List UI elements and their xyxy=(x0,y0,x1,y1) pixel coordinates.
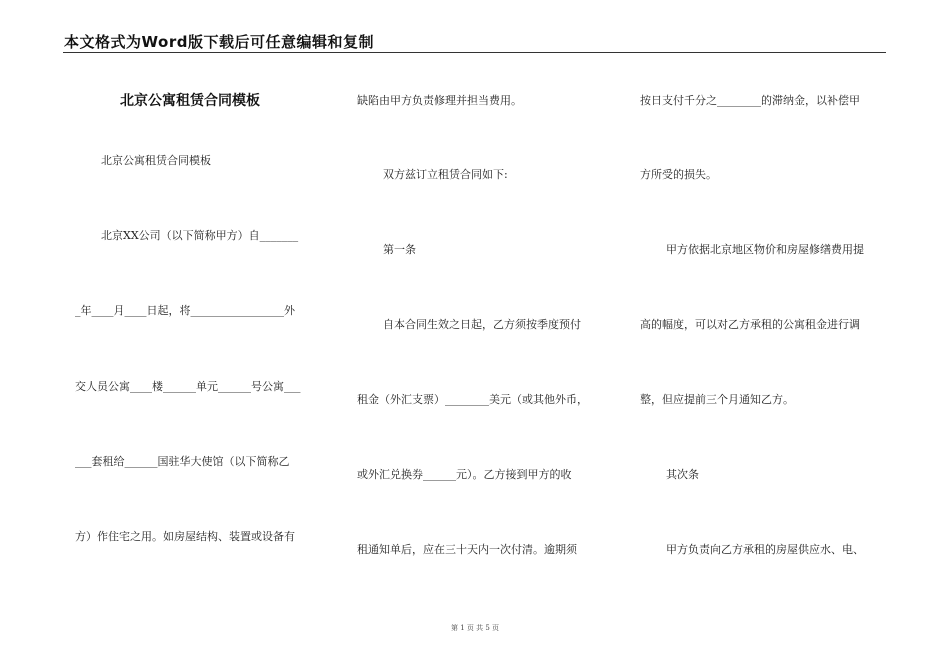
text-line: 北京XX公司（以下简称甲方）自_______ xyxy=(101,229,299,242)
text-line: 或外汇兑换券______元）。乙方接到甲方的收 xyxy=(357,468,572,481)
text-line: 双方兹订立租赁合同如下: xyxy=(383,168,508,181)
text-line: 缺陷由甲方负责修理并担当费用。 xyxy=(357,94,522,107)
text-line: 租通知单后，应在三十天内一次付清。逾期须 xyxy=(357,543,577,556)
text-line: 租金（外汇支票）________美元（或其他外币， xyxy=(357,393,588,406)
header-divider xyxy=(63,52,886,53)
text-line: ___套租给______国驻华大使馆（以下简称乙 xyxy=(75,455,290,468)
text-line: 其次条 xyxy=(666,468,699,481)
text-line: 整，但应提前三个月通知乙方。 xyxy=(640,393,794,406)
text-line: 按日支付千分之________的滞纳金，以补偿甲 xyxy=(640,94,860,107)
text-line: 第一条 xyxy=(383,243,416,256)
text-line: 交人员公寓____楼______单元______号公寓___ xyxy=(75,380,301,393)
text-line: 方所受的损失。 xyxy=(640,168,717,181)
text-line: 高的幅度，可以对乙方承租的公寓租金进行调 xyxy=(640,318,860,331)
document-title: 北京公寓租赁合同模板 xyxy=(120,93,260,109)
text-line: _年____月____日起，将_________________外 xyxy=(75,304,295,317)
text-line: 自本合同生效之日起，乙方须按季度预付 xyxy=(383,318,581,331)
text-line: 方）作住宅之用。如房屋结构、装置或设备有 xyxy=(75,530,295,543)
text-line: 甲方依据北京地区物价和房屋修缮费用提 xyxy=(666,243,864,256)
text-line: 北京公寓租赁合同模板 xyxy=(101,154,211,167)
page-number: 第 1 页 共 5 页 xyxy=(450,624,500,632)
document-banner: 本文格式为Word版下载后可任意编辑和复制 xyxy=(64,33,374,51)
text-line: 甲方负责向乙方承租的房屋供应水、电、 xyxy=(666,543,864,556)
